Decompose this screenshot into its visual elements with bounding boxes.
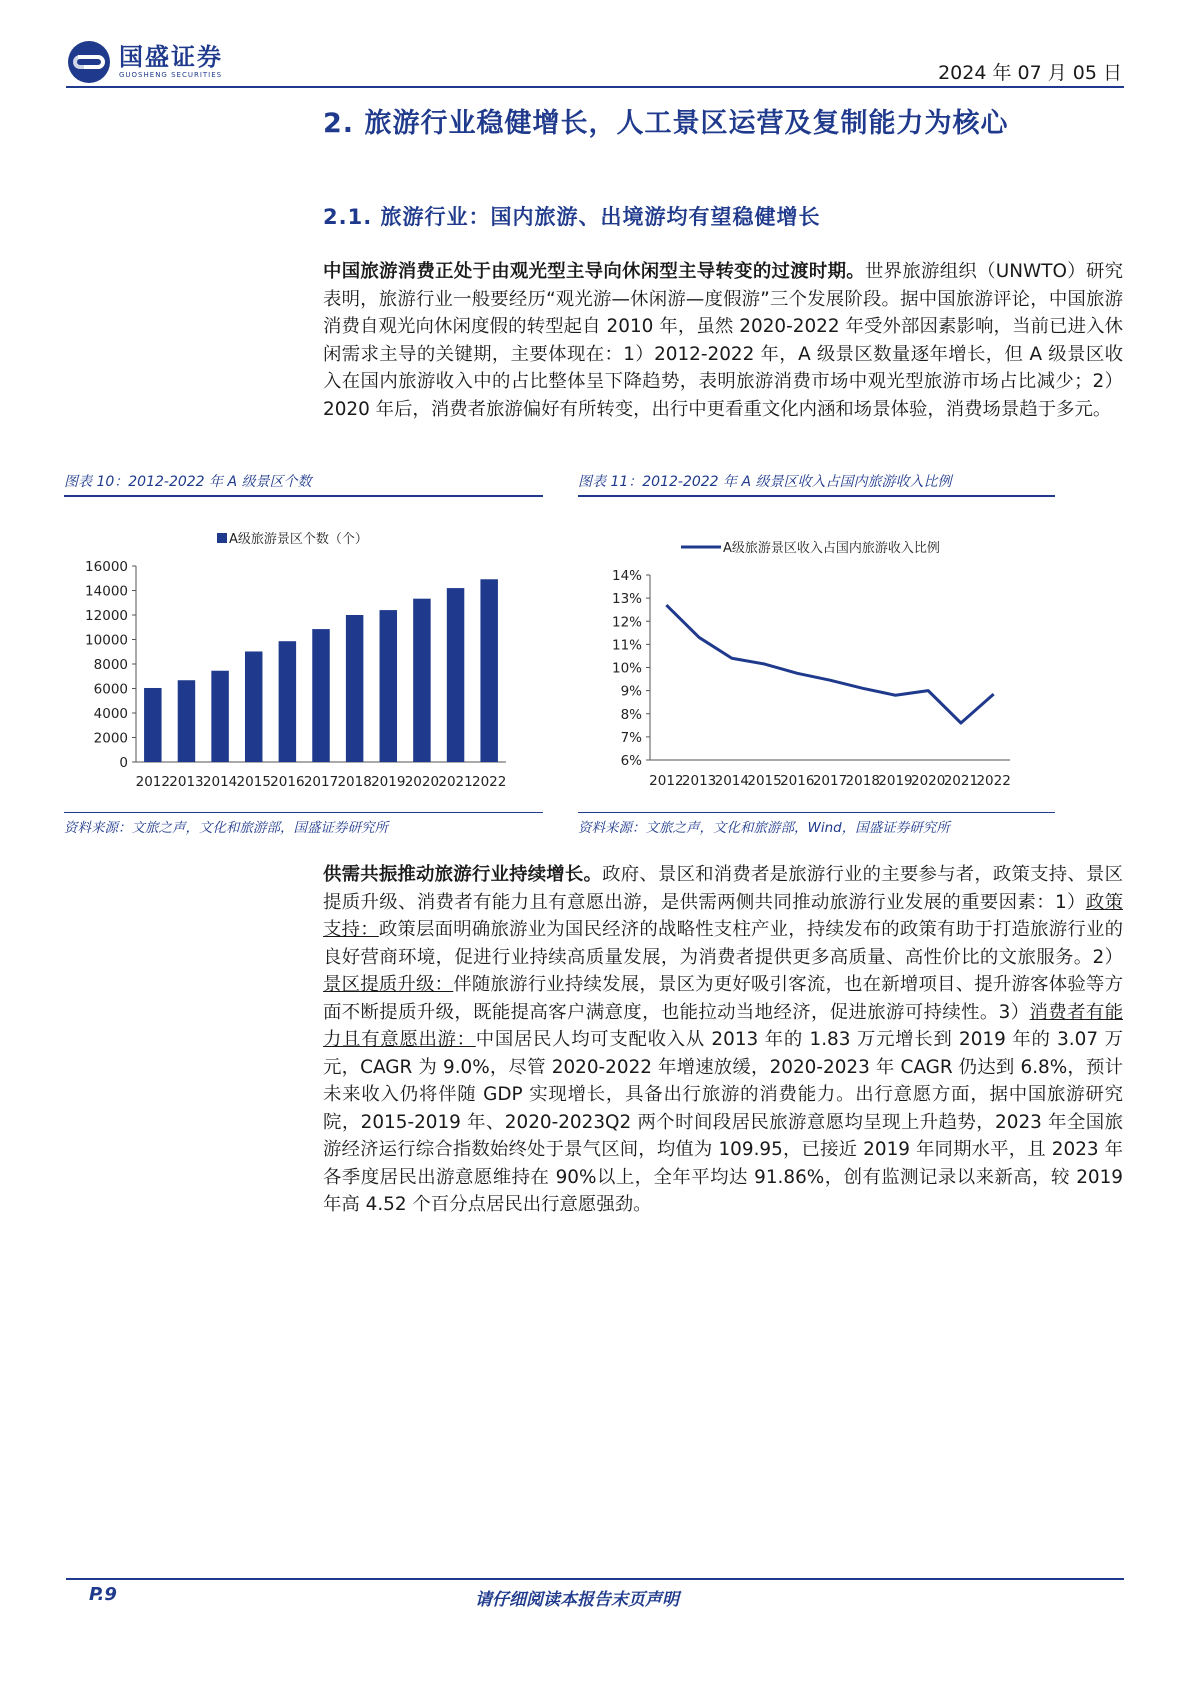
y-tick-label: 6% — [620, 753, 642, 769]
bar — [211, 671, 228, 762]
subsection-heading: 2.1. 旅游行业：国内旅游、出境游均有望稳健增长 — [323, 205, 821, 229]
page-number: P.9 — [89, 1584, 117, 1605]
bar — [144, 688, 161, 762]
x-tick-label: 2017 — [303, 774, 339, 790]
figure-10-bottom-rule — [64, 812, 543, 813]
y-tick-label: 9% — [620, 683, 642, 700]
paragraph-intro-body: 世界旅游组织（UNWTO）研究表明，旅游行业一般要经历“观光游—休闲游—度假游”三个发展阶段。据中国旅游评论，中国旅游消费自观光向休闲度假的转型起自 2010 年，虽然 2020-2022 年受外部因素影响，当前已进入休闲需求主导的关键期，主要体现在：1）2012-2022 年，A 级景区数量逐年增长，但 A 级景区收入在国内旅游收入中的占比整体呈下降趋势，表明旅游消费市场中观光型旅游市场占比减少；2）2020 年后，消费者旅游偏好有所转变，出行中更看重文化内涵和场景体验，消费场景趋于多元。 — [323, 261, 1123, 420]
legend-label: A级旅游景区收入占国内旅游收入比例 — [723, 541, 940, 556]
x-tick-label: 2021 — [943, 773, 979, 789]
consumer-willingness-label: 消费者有能力且有意愿出游： — [323, 1001, 1123, 1050]
y-tick-label: 11% — [611, 637, 642, 654]
figure-11-bottom-rule — [578, 812, 1055, 813]
y-tick-label: 0 — [119, 755, 128, 771]
y-tick-label: 12000 — [85, 608, 128, 624]
figure-10-source: 资料来源：文旅之声，文化和旅游部，国盛证券研究所 — [64, 820, 388, 836]
line-chart — [578, 500, 1055, 810]
bar — [413, 599, 430, 762]
y-tick-label: 2000 — [93, 730, 128, 747]
legend-label: A级旅游景区个数（个） — [229, 532, 368, 547]
legend-swatch — [217, 533, 227, 543]
x-tick-label: 2014 — [202, 774, 238, 790]
section-heading: 2. 旅游行业稳健增长，人工景区运营及复制能力为核心 — [323, 108, 1009, 139]
x-tick-label: 2014 — [714, 773, 749, 789]
x-tick-label: 2013 — [681, 773, 717, 789]
figure-11-source: 资料来源：文旅之声，文化和旅游部，Wind，国盛证券研究所 — [578, 820, 950, 836]
figure-10-title: 图表 10：2012-2022 年 A 级景区个数 — [64, 474, 312, 490]
scenic-upgrade-label: 景区提质升级： — [323, 974, 454, 995]
x-tick-label: 2012 — [135, 774, 170, 790]
x-tick-label: 2013 — [169, 774, 204, 790]
y-tick-label: 7% — [620, 729, 642, 746]
paragraph-drivers-text-4: 中国居民人均可支配收入从 2013 年的 1.83 万元增长到 2019 年的 3.07 万元，CAGR 为 9.0%，尽管 2020-2022 年增速放缓，2020-2023 年 CAGR 仍达到 6.8%，预计未来收入仍将伴随 GDP 实现增长，具备出行旅游的消费能力。出行意愿方面，据中国旅游研究院，2015-2019 年、2020-2023Q2 两个时间段居民旅游意愿均呈现上升趋势，2023 年全国旅游经济运行综合指数始终处于景气区间，均值为 109.95，已接近 2019 年同期水平，且 2023 年各季度居民出游意愿维持在 90%以上，全年平均达 91.86%，创有监测记录以来新高，较 2019 年高 4.52 个百分点居民出行意愿强劲。 — [323, 1029, 1123, 1215]
footer-divider — [66, 1578, 1124, 1580]
bar — [312, 629, 329, 762]
y-tick-label: 4000 — [93, 706, 128, 722]
figure-11-top-rule — [578, 495, 1055, 497]
y-tick-label: 8000 — [93, 657, 128, 673]
y-tick-label: 13% — [611, 591, 642, 608]
disclaimer-note: 请仔细阅读本报告末页声明 — [475, 1590, 679, 1610]
x-tick-label: 2015 — [236, 774, 271, 790]
y-tick-label: 10000 — [85, 632, 128, 649]
x-tick-label: 2022 — [976, 773, 1011, 789]
y-tick-label: 16000 — [85, 559, 128, 575]
paragraph-intro — [323, 258, 1123, 423]
x-tick-label: 2015 — [747, 773, 782, 789]
x-tick-label: 2018 — [337, 774, 372, 790]
paragraph-drivers-text-1: 政府、景区和消费者是旅游行业的主要参与者，政策支持、景区提质升级、消费者有能力且有意愿出游，是供需两侧共同推动旅游行业发展的重要因素：1） — [323, 864, 1123, 913]
figure-10-top-rule — [64, 495, 543, 497]
paragraph-drivers-text-3: 伴随旅游行业持续发展，景区为更好吸引客流，也在新增项目、提升游客体验等方面不断提质升级，既能提高客户满意度，也能拉动当地经济，促进旅游可持续性。3） — [323, 974, 1123, 1023]
paragraph-drivers — [323, 861, 1123, 1219]
series-line — [666, 605, 993, 723]
logo-name-en: GUOSHENG SECURITIES — [119, 71, 223, 79]
bar — [178, 680, 195, 762]
report-date: 2024 年 07 月 05 日 — [938, 62, 1122, 84]
x-tick-label: 2016 — [270, 774, 305, 790]
x-tick-label: 2019 — [878, 773, 913, 789]
x-tick-label: 2022 — [472, 774, 507, 790]
bar — [447, 588, 464, 762]
paragraph-intro-lead: 中国旅游消费正处于由观光型主导向休闲型主导转变的过渡时期。 — [323, 261, 865, 282]
bar — [346, 615, 363, 762]
company-logo — [67, 38, 223, 86]
figure-11-title: 图表 11：2012-2022 年 A 级景区收入占国内旅游收入比例 — [578, 474, 952, 490]
y-tick-label: 8% — [620, 706, 642, 723]
bar — [245, 651, 262, 762]
paragraph-drivers-text-2: 政策层面明确旅游业为国民经济的战略性支柱产业，持续发布的政策有助于打造旅游行业的良好营商环境，促进行业持续高质量发展，为消费者提供更多高质量、高性价比的文旅服务。2） — [323, 919, 1123, 968]
x-tick-label: 2020 — [404, 774, 440, 790]
paragraph-drivers-lead: 供需共振推动旅游行业持续增长。 — [323, 864, 603, 885]
logo-icon — [67, 40, 111, 84]
x-tick-label: 2019 — [371, 774, 406, 790]
x-tick-label: 2020 — [911, 773, 946, 789]
x-tick-label: 2021 — [438, 774, 473, 790]
y-tick-label: 14000 — [85, 583, 128, 600]
x-tick-label: 2018 — [845, 773, 880, 789]
bar — [380, 610, 397, 762]
header-divider — [66, 86, 1124, 88]
x-tick-label: 2017 — [812, 773, 848, 789]
y-tick-label: 10% — [611, 660, 642, 677]
y-tick-label: 14% — [611, 568, 642, 584]
x-tick-label: 2012 — [649, 773, 684, 789]
logo-name-cn: 国盛证券 — [119, 43, 223, 71]
policy-support-label: 政策支持： — [323, 891, 1123, 940]
y-tick-label: 6000 — [93, 681, 128, 698]
bar — [480, 579, 497, 762]
x-tick-label: 2016 — [780, 773, 815, 789]
bar — [279, 641, 296, 762]
bar-chart — [64, 500, 543, 810]
y-tick-label: 12% — [611, 614, 642, 631]
